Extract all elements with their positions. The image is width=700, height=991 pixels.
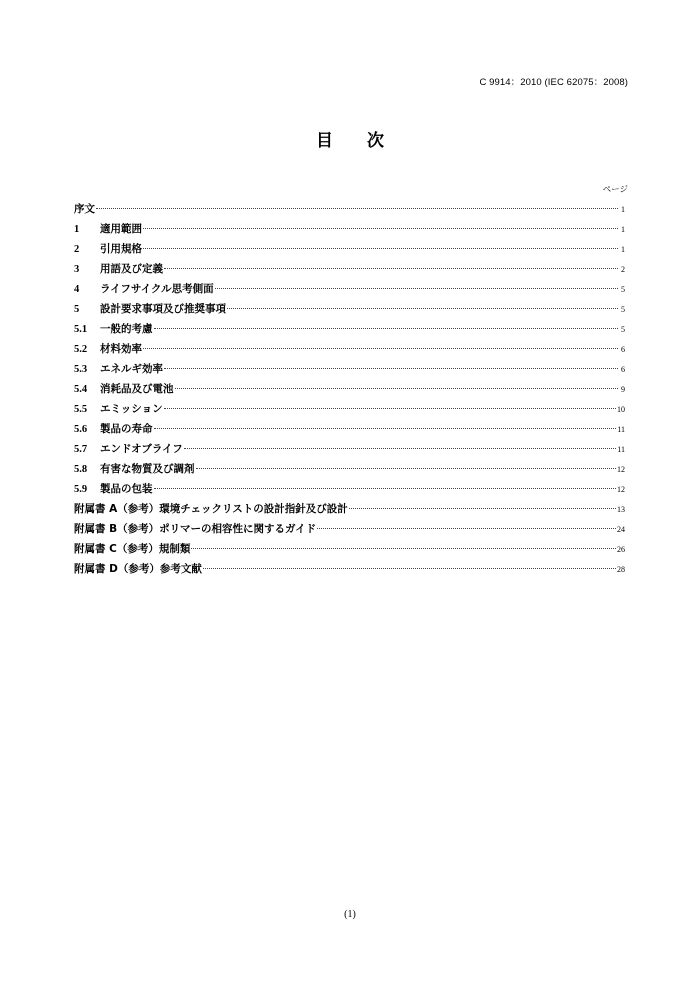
- toc-entry: [74, 359, 625, 379]
- toc-entry-number: 4: [74, 284, 80, 295]
- toc-entry-page: 1: [621, 205, 625, 214]
- toc-entry: [74, 539, 625, 559]
- toc-entry-number: 5.9: [74, 484, 88, 495]
- toc-entry-page: 12: [617, 465, 625, 474]
- toc-entry-page: 11: [617, 425, 625, 434]
- toc-entry-page: 5: [621, 325, 625, 334]
- toc-entry-number: 5.7: [74, 444, 88, 455]
- toc-entry-title: 消耗品及び電池: [100, 383, 174, 395]
- toc-entry: [74, 399, 625, 419]
- toc-entry-page: 9: [621, 385, 625, 394]
- toc-entry-title: 附属書 B（参考）ポリマーの相容性に関するガイド: [74, 523, 317, 535]
- toc-entry-number: 5.3: [74, 364, 88, 375]
- toc-entry: [74, 219, 625, 239]
- toc-entry-number: 5.6: [74, 424, 88, 435]
- toc-entry-page: 1: [621, 225, 625, 234]
- toc-entry-page: 6: [621, 365, 625, 374]
- toc-entry-title: 一般的考慮: [100, 323, 153, 335]
- toc-dot-leader: [215, 288, 618, 289]
- toc-entry-number: 5.2: [74, 344, 88, 355]
- toc-dot-leader: [164, 408, 616, 409]
- toc-dot-leader: [164, 368, 618, 369]
- toc-entry: [74, 559, 625, 579]
- toc-entry: [74, 419, 625, 439]
- toc-entry: [74, 319, 625, 339]
- toc-entry: [74, 339, 625, 359]
- toc-entry-page: 10: [617, 405, 625, 414]
- toc-dot-leader: [154, 428, 617, 429]
- toc-entry: [74, 259, 625, 279]
- toc-dot-leader: [96, 208, 618, 209]
- toc-dot-leader: [227, 308, 618, 309]
- toc-entry-title: 適用範囲: [100, 223, 142, 235]
- toc-entry: [74, 519, 625, 539]
- toc-entry-title: エンドオブライフ: [100, 443, 183, 455]
- toc-entry-number: 5.4: [74, 384, 88, 395]
- toc-entry: [74, 379, 625, 399]
- toc-entry-page: 13: [617, 505, 625, 514]
- toc-entry-page: 12: [617, 485, 625, 494]
- toc-entry-title: 製品の包装: [100, 483, 153, 495]
- toc-entry-number: 5.8: [74, 464, 88, 475]
- toc-dot-leader: [154, 488, 617, 489]
- toc-entry-title: 引用規格: [100, 243, 142, 255]
- toc-entry-title: 設計要求事項及び推奨事項: [100, 303, 226, 315]
- toc-entry-page: 5: [621, 285, 625, 294]
- toc-entry-number: 2: [74, 244, 80, 255]
- toc-dot-leader: [164, 268, 618, 269]
- toc-dot-leader: [196, 468, 617, 469]
- toc-entry-title: エミッション: [100, 403, 163, 415]
- toc-entry-page: 28: [617, 565, 625, 574]
- toc-dot-leader: [175, 388, 619, 389]
- toc-entry: [74, 459, 625, 479]
- toc-entry-number: 3: [74, 264, 80, 275]
- toc-entry-title: 有害な物質及び調剤: [100, 463, 195, 475]
- page-number: (1): [344, 909, 356, 920]
- toc-dot-leader: [184, 448, 617, 449]
- toc-entry: [74, 299, 625, 319]
- toc-entry-title: ライフサイクル思考側面: [100, 283, 214, 295]
- standard-code: C 9914：2010 (IEC 62075：2008): [479, 77, 628, 88]
- toc-entry: [74, 199, 625, 219]
- toc-entry-page: 26: [617, 545, 625, 554]
- toc-entry-number: 5.1: [74, 324, 88, 335]
- toc-dot-leader: [203, 568, 616, 569]
- toc-entry-title: 附属書 A（参考）環境チェックリストの設計指針及び設計: [74, 503, 348, 515]
- toc-entry-number: 5.5: [74, 404, 88, 415]
- toc-dot-leader: [349, 508, 616, 509]
- toc-dot-leader: [191, 548, 616, 549]
- toc-entry: [74, 279, 625, 299]
- toc-dot-leader: [317, 528, 616, 529]
- toc-entry: [74, 479, 625, 499]
- toc-entry-number: 5: [74, 304, 80, 315]
- toc-entry: [74, 239, 625, 259]
- page-title: 目 次: [316, 131, 398, 151]
- toc-dot-leader: [143, 348, 618, 349]
- toc-entry-title: 用語及び定義: [100, 263, 163, 275]
- table-of-contents: [74, 199, 625, 579]
- toc-entry-title: 序文: [74, 203, 95, 215]
- toc-entry-page: 2: [621, 265, 625, 274]
- toc-dot-leader: [154, 328, 619, 329]
- toc-entry-title: 材料効率: [100, 343, 142, 355]
- toc-entry-number: 1: [74, 224, 80, 235]
- toc-entry-title: 製品の寿命: [100, 423, 153, 435]
- toc-entry-title: 附属書 C（参考）規制類: [74, 543, 191, 555]
- toc-entry-page: 11: [617, 445, 625, 454]
- toc-entry-title: エネルギ効率: [100, 363, 163, 375]
- toc-entry-page: 6: [621, 345, 625, 354]
- page-column-label: ページ: [602, 185, 628, 195]
- toc-entry-title: 附属書 D（参考）参考文献: [74, 563, 202, 575]
- toc-entry: [74, 439, 625, 459]
- toc-dot-leader: [143, 248, 618, 249]
- toc-entry: [74, 499, 625, 519]
- toc-dot-leader: [143, 228, 618, 229]
- toc-entry-page: 24: [617, 525, 625, 534]
- toc-entry-page: 1: [621, 245, 625, 254]
- toc-entry-page: 5: [621, 305, 625, 314]
